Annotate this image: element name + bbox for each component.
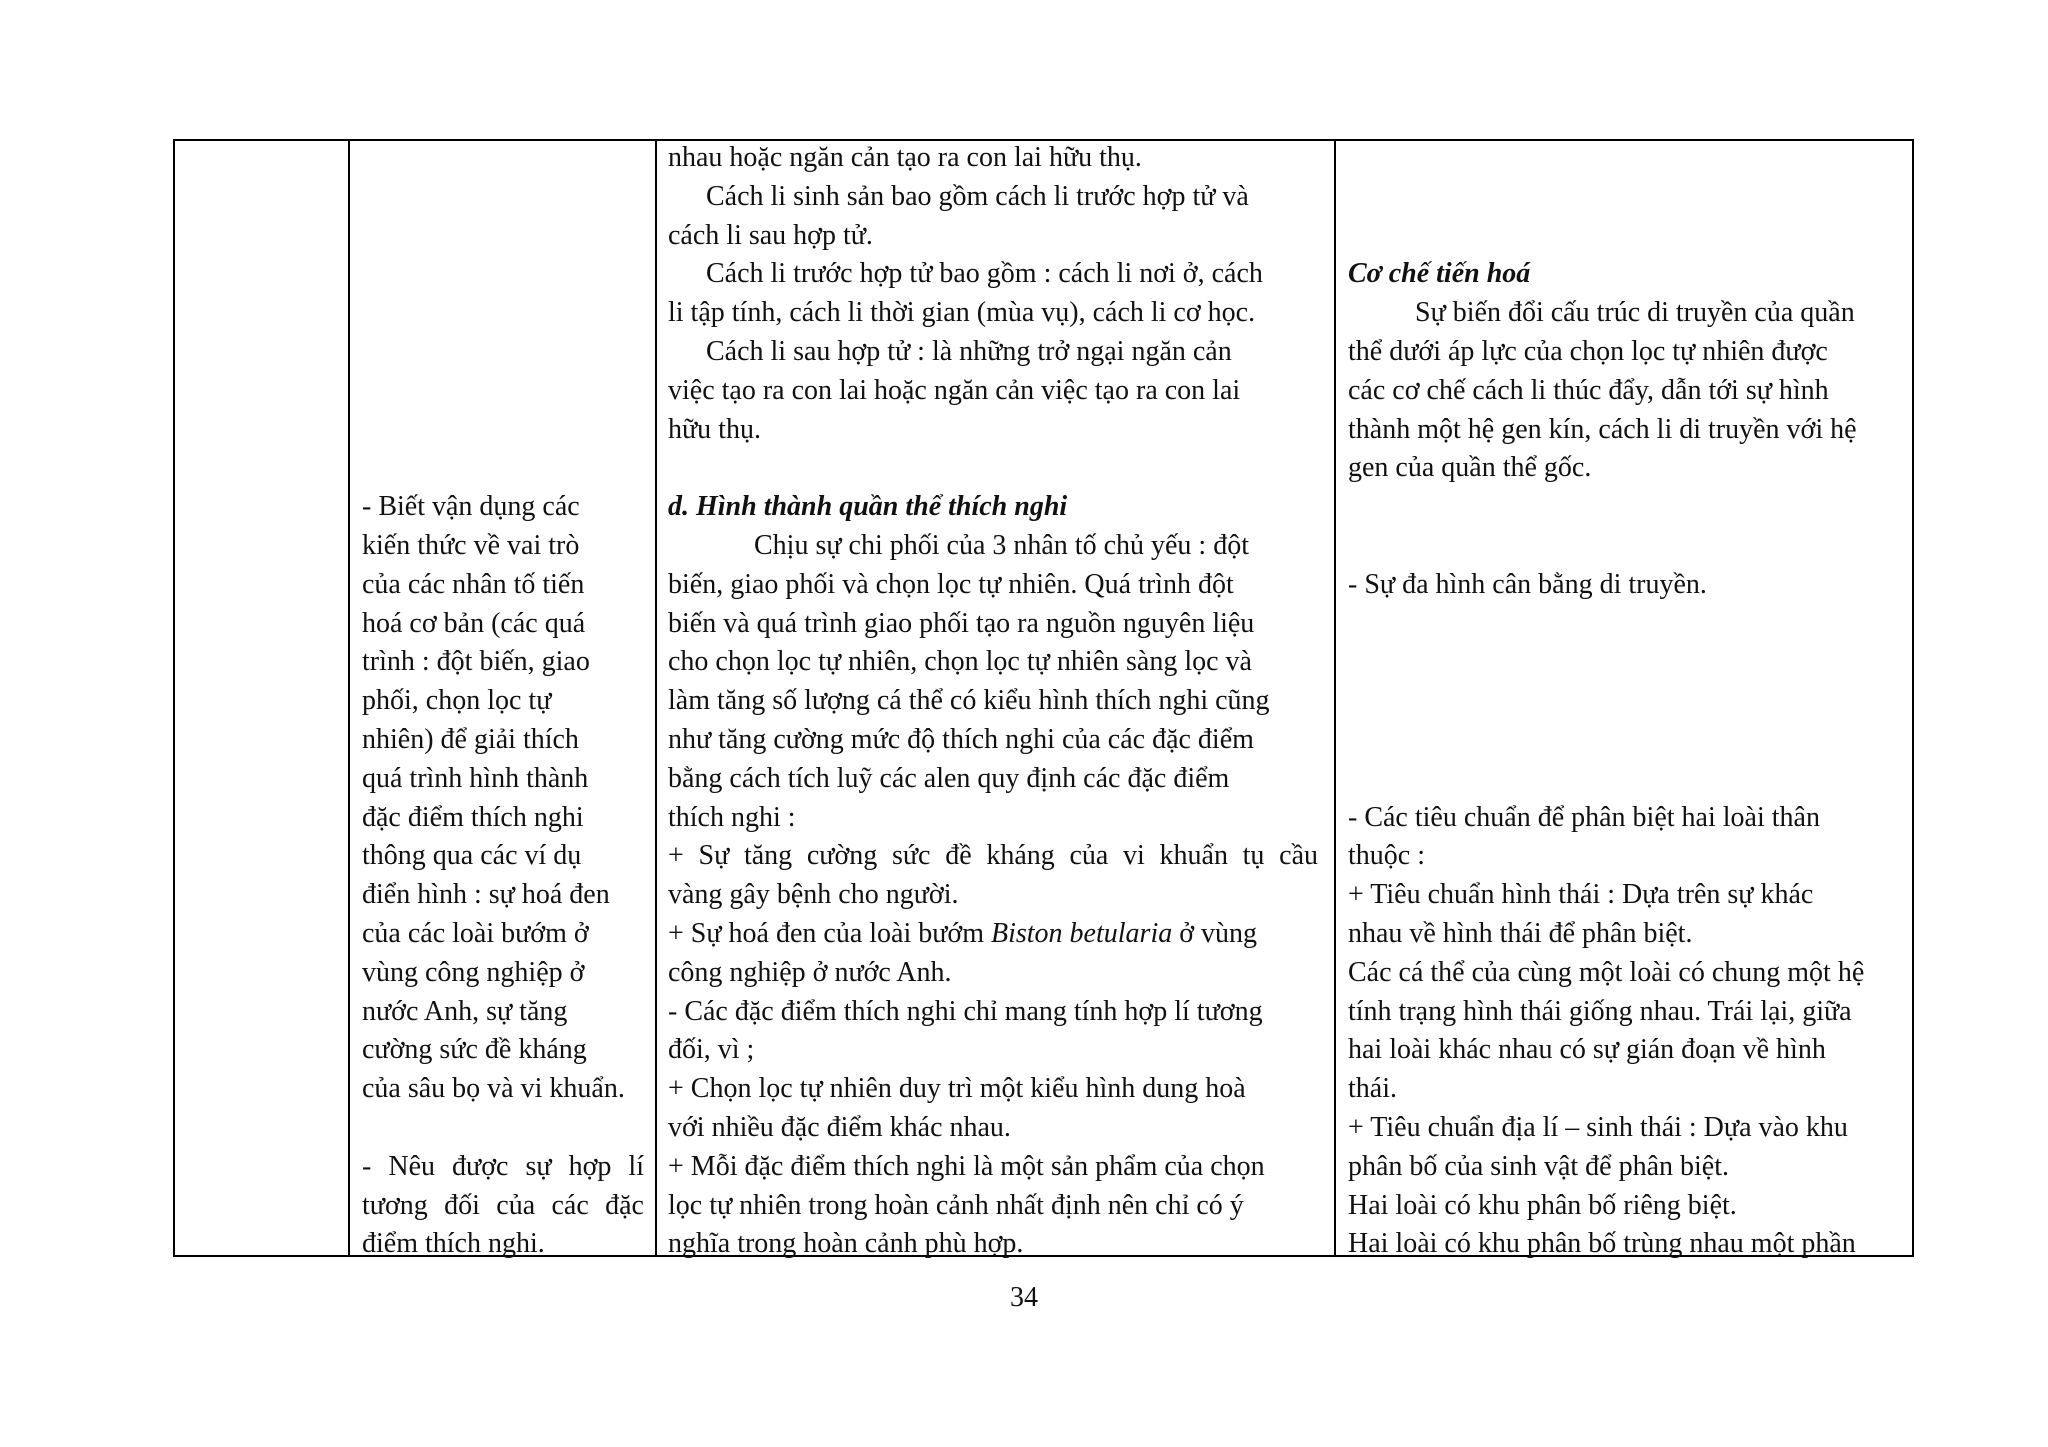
blank-line xyxy=(362,449,644,488)
section-heading: Cơ chế tiến hoá xyxy=(1348,258,1531,290)
text-line: Cách li sinh sản bao gồm cách li trước hợp tử và xyxy=(706,180,1249,212)
text-line: của sâu bọ và vi khuẩn. xyxy=(362,1073,625,1105)
text-line: thành một hệ gen kín, cách li di truyền với hệ xyxy=(1348,413,1857,445)
text-line: trình : đột biến, giao xyxy=(362,646,590,678)
text-line: Sự biến đổi cấu trúc di truyền của quần xyxy=(1415,297,1855,329)
text-line: với nhiều đặc điểm khác nhau. xyxy=(668,1111,1011,1143)
text-line: như tăng cường mức độ thích nghi của các đặc điểm xyxy=(668,723,1254,755)
species-name: Biston betularia xyxy=(991,917,1173,949)
text-line: - Các tiêu chuẩn để phân biệt hai loài thân xyxy=(1348,801,1820,833)
text-line: + Chọn lọc tự nhiên duy trì một kiểu hình dung hoà xyxy=(668,1073,1246,1105)
text-line: vàng gây bệnh cho người. xyxy=(668,879,959,911)
text-line: thông qua các ví dụ xyxy=(362,840,582,872)
table-cell-content xyxy=(668,139,1318,1264)
text-line: quá trình hình thành xyxy=(362,762,589,794)
text-line: của các nhân tố tiến xyxy=(362,568,585,600)
text-line: Hai loài có khu phân bố riêng biệt. xyxy=(1348,1189,1737,1221)
blank-line xyxy=(362,255,644,294)
text-line: cách li sau hợp tử. xyxy=(668,219,873,251)
text-line: vùng công nghiệp ở xyxy=(362,956,585,988)
text-line: thuộc : xyxy=(1348,840,1425,872)
text-line: điểm thích nghi. xyxy=(362,1228,545,1260)
text-line: + Mỗi đặc điểm thích nghi là một sản phẩm của chọn xyxy=(668,1150,1265,1182)
text-line: li tập tính, cách li thời gian (mùa vụ), cách li cơ học. xyxy=(668,297,1256,329)
text-line: biến, giao phối và chọn lọc tự nhiên. Quá trình đột xyxy=(668,568,1234,600)
text-line: cường sức đề kháng xyxy=(362,1034,587,1066)
text-line: gen của quần thể gốc. xyxy=(1348,452,1592,484)
blank-line xyxy=(362,411,644,450)
text-line: điển hình : sự hoá đen xyxy=(362,879,610,911)
text-line: nghĩa trong hoàn cảnh phù hợp. xyxy=(668,1228,1024,1260)
text-line: Cách li trước hợp tử bao gồm : cách li nơi ở, cách xyxy=(706,258,1263,290)
text-line: thích nghi : xyxy=(668,801,796,833)
text-line: lọc tự nhiên trong hoàn cảnh nhất định nên chỉ có ý xyxy=(668,1189,1244,1221)
text-line: + Tiêu chuẩn hình thái : Dựa trên sự khác xyxy=(1348,879,1814,911)
table-cell-objectives xyxy=(362,139,644,1264)
text-line: nước Anh, sự tăng xyxy=(362,995,568,1027)
text-line: hữu thụ. xyxy=(668,413,761,445)
blank-line xyxy=(362,139,644,178)
table-cell-notes xyxy=(1348,139,1904,1264)
blank-line xyxy=(362,1109,644,1148)
text-line: của các loài bướm ở xyxy=(362,917,589,949)
text-line: + Sự tăng cường sức đề kháng của vi khuẩn tụ cầu xyxy=(668,840,1318,872)
text-line: cho chọn lọc tự nhiên, chọn lọc tự nhiên sàng lọc và xyxy=(668,646,1252,678)
text-line: hoá cơ bản (các quá xyxy=(362,607,586,639)
text-line: tính trạng hình thái giống nhau. Trái lại, giữa xyxy=(1348,995,1852,1027)
text-line: đặc điểm thích nghi xyxy=(362,801,584,833)
table-divider-2 xyxy=(655,139,657,1257)
blank-line xyxy=(362,217,644,256)
text-line: + Tiêu chuẩn địa lí – sinh thái : Dựa vào khu xyxy=(1348,1111,1848,1143)
text-line: thái. xyxy=(1348,1073,1397,1105)
blank-line xyxy=(362,178,644,217)
table-divider-1 xyxy=(348,139,350,1257)
text-line: phân bố của sinh vật để phân biệt. xyxy=(1348,1150,1730,1182)
text-line: Chịu sự chi phối của 3 nhân tố chủ yếu : đột xyxy=(754,529,1249,561)
text-line: phối, chọn lọc tự xyxy=(362,685,552,717)
text-line xyxy=(668,915,1318,954)
text-line: Các cá thể của cùng một loài có chung một hệ xyxy=(1348,956,1865,988)
text-line: hai loài khác nhau có sự gián đoạn về hình xyxy=(1348,1034,1826,1066)
text-line: công nghiệp ở nước Anh. xyxy=(668,956,952,988)
text-line: nhau hoặc ngăn cản tạo ra con lai hữu thụ. xyxy=(668,142,1142,173)
text-line: Hai loài có khu phân bố trùng nhau một phần xyxy=(1348,1228,1856,1260)
text-line: đối, vì ; xyxy=(668,1034,755,1066)
text-line: làm tăng số lượng cá thể có kiểu hình thích nghi cũng xyxy=(668,685,1270,717)
text-span: ở vùng xyxy=(1172,917,1258,949)
text-line: tương đối của các đặc xyxy=(362,1189,644,1221)
text-line: - Các đặc điểm thích nghi chỉ mang tính hợp lí tương xyxy=(668,995,1263,1027)
section-heading: d. Hình thành quần thể thích nghi xyxy=(668,491,1068,523)
text-line: nhau về hình thái để phân biệt. xyxy=(1348,917,1693,949)
text-line: thể dưới áp lực của chọn lọc tự nhiên được xyxy=(1348,335,1828,367)
text-line: biến và quá trình giao phối tạo ra nguồn nguyên liệu xyxy=(668,607,1255,639)
text-line: nhiên) để giải thích xyxy=(362,723,579,755)
text-line: các cơ chế cách li thúc đẩy, dẫn tới sự hình xyxy=(1348,374,1829,406)
text-line: bằng cách tích luỹ các alen quy định các đặc điểm xyxy=(668,762,1230,794)
text-line: - Nêu được sự hợp lí xyxy=(362,1150,644,1182)
table-divider-3 xyxy=(1334,139,1336,1257)
text-line: Cách li sau hợp tử : là những trở ngại ngăn cản xyxy=(706,335,1232,367)
blank-line xyxy=(362,333,644,372)
text-line: - Biết vận dụng các xyxy=(362,491,580,523)
blank-line xyxy=(362,372,644,411)
text-span: + Sự hoá đen của loài bướm xyxy=(668,917,991,949)
text-line: kiến thức về vai trò xyxy=(362,529,580,561)
page-number: 34 xyxy=(1010,1282,1038,1313)
blank-line xyxy=(362,294,644,333)
text-line: - Sự đa hình cân bằng di truyền. xyxy=(1348,568,1707,600)
text-line: việc tạo ra con lai hoặc ngăn cản việc tạo ra con lai xyxy=(668,374,1241,406)
